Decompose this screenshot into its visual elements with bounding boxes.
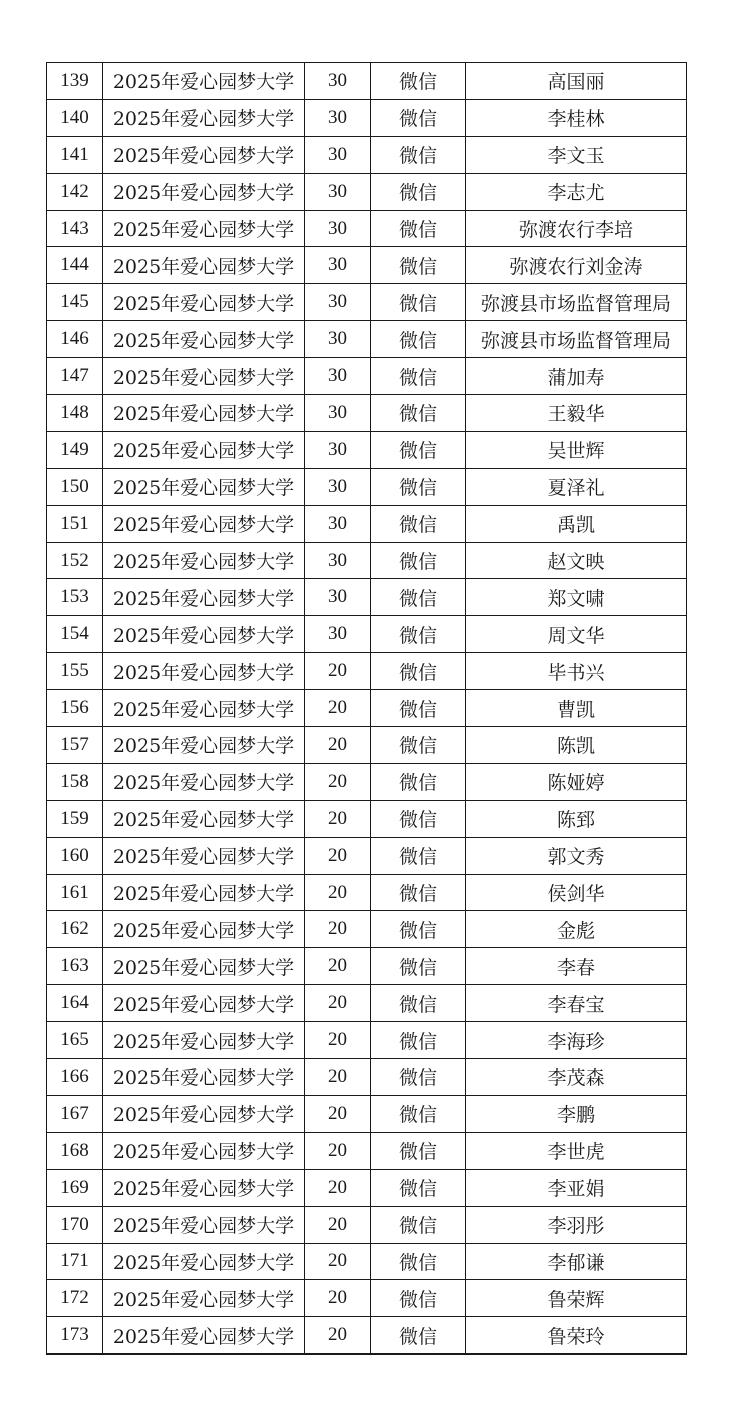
- payment-method-cell: 微信: [371, 210, 466, 247]
- table-row: [47, 800, 687, 837]
- row-number-cell: 144: [47, 247, 103, 284]
- donor-name-cell: 侯剑华: [466, 874, 687, 911]
- payment-method-cell: 微信: [371, 1132, 466, 1169]
- payment-method-cell: 微信: [371, 837, 466, 874]
- table-row: [47, 1206, 687, 1243]
- donor-name-cell: 夏泽礼: [466, 468, 687, 505]
- row-number-cell: 162: [47, 911, 103, 948]
- table-row: [47, 874, 687, 911]
- donor-name-cell: 王毅华: [466, 395, 687, 432]
- row-number-cell: 146: [47, 321, 103, 358]
- donation-amount-cell: 30: [305, 468, 371, 505]
- donation-amount-cell: 30: [305, 542, 371, 579]
- payment-method-cell: 微信: [371, 395, 466, 432]
- table-row: [47, 1022, 687, 1059]
- donation-amount-cell: 20: [305, 1169, 371, 1206]
- row-number-cell: 142: [47, 173, 103, 210]
- table-row: [47, 210, 687, 247]
- project-name-cell: 2025年爱心园梦大学: [103, 99, 305, 136]
- table-row: [47, 948, 687, 985]
- table-row: [47, 837, 687, 874]
- project-name-cell: 2025年爱心园梦大学: [103, 505, 305, 542]
- table-row: [47, 63, 687, 100]
- donor-name-cell: 李郁谦: [466, 1243, 687, 1280]
- donor-name-cell: 弥渡县市场监督管理局: [466, 284, 687, 321]
- payment-method-cell: 微信: [371, 136, 466, 173]
- project-name-cell: 2025年爱心园梦大学: [103, 653, 305, 690]
- payment-method-cell: 微信: [371, 1206, 466, 1243]
- donation-amount-cell: 30: [305, 616, 371, 653]
- donor-name-cell: 禹凯: [466, 505, 687, 542]
- payment-method-cell: 微信: [371, 911, 466, 948]
- payment-method-cell: 微信: [371, 321, 466, 358]
- project-name-cell: 2025年爱心园梦大学: [103, 1132, 305, 1169]
- payment-method-cell: 微信: [371, 1169, 466, 1206]
- donor-name-cell: 毕书兴: [466, 653, 687, 690]
- donation-amount-cell: 20: [305, 1022, 371, 1059]
- donor-name-cell: 李春宝: [466, 985, 687, 1022]
- row-number-cell: 156: [47, 690, 103, 727]
- table-row: [47, 505, 687, 542]
- project-name-cell: 2025年爱心园梦大学: [103, 431, 305, 468]
- project-name-cell: 2025年爱心园梦大学: [103, 395, 305, 432]
- row-number-cell: 147: [47, 358, 103, 395]
- payment-method-cell: 微信: [371, 948, 466, 985]
- payment-method-cell: 微信: [371, 1280, 466, 1317]
- payment-method-cell: 微信: [371, 1059, 466, 1096]
- project-name-cell: 2025年爱心园梦大学: [103, 358, 305, 395]
- project-name-cell: 2025年爱心园梦大学: [103, 1280, 305, 1317]
- donation-amount-cell: 20: [305, 727, 371, 764]
- table-row: [47, 579, 687, 616]
- donation-amount-cell: 20: [305, 763, 371, 800]
- project-name-cell: 2025年爱心园梦大学: [103, 1243, 305, 1280]
- row-number-cell: 172: [47, 1280, 103, 1317]
- donor-name-cell: 鲁荣玲: [466, 1317, 687, 1354]
- donor-name-cell: 郑文啸: [466, 579, 687, 616]
- payment-method-cell: 微信: [371, 690, 466, 727]
- donation-amount-cell: 20: [305, 1280, 371, 1317]
- donor-name-cell: 李文玉: [466, 136, 687, 173]
- row-number-cell: 167: [47, 1095, 103, 1132]
- table-row: [47, 321, 687, 358]
- donation-amount-cell: 30: [305, 99, 371, 136]
- project-name-cell: 2025年爱心园梦大学: [103, 136, 305, 173]
- donation-amount-cell: 30: [305, 431, 371, 468]
- donation-table-body: [47, 63, 687, 1355]
- payment-method-cell: 微信: [371, 985, 466, 1022]
- payment-method-cell: 微信: [371, 173, 466, 210]
- donation-amount-cell: 20: [305, 874, 371, 911]
- project-name-cell: 2025年爱心园梦大学: [103, 542, 305, 579]
- payment-method-cell: 微信: [371, 579, 466, 616]
- row-number-cell: 155: [47, 653, 103, 690]
- donor-name-cell: 李羽彤: [466, 1206, 687, 1243]
- row-number-cell: 168: [47, 1132, 103, 1169]
- row-number-cell: 139: [47, 63, 103, 100]
- row-number-cell: 153: [47, 579, 103, 616]
- donation-amount-cell: 20: [305, 1317, 371, 1354]
- project-name-cell: 2025年爱心园梦大学: [103, 690, 305, 727]
- row-number-cell: 160: [47, 837, 103, 874]
- donor-name-cell: 郭文秀: [466, 837, 687, 874]
- row-number-cell: 152: [47, 542, 103, 579]
- payment-method-cell: 微信: [371, 1022, 466, 1059]
- payment-method-cell: 微信: [371, 1317, 466, 1354]
- table-row: [47, 763, 687, 800]
- payment-method-cell: 微信: [371, 99, 466, 136]
- table-row: [47, 985, 687, 1022]
- payment-method-cell: 微信: [371, 63, 466, 100]
- payment-method-cell: 微信: [371, 358, 466, 395]
- project-name-cell: 2025年爱心园梦大学: [103, 911, 305, 948]
- project-name-cell: 2025年爱心园梦大学: [103, 1206, 305, 1243]
- table-row: [47, 690, 687, 727]
- row-number-cell: 161: [47, 874, 103, 911]
- table-row: [47, 1169, 687, 1206]
- row-number-cell: 164: [47, 985, 103, 1022]
- payment-method-cell: 微信: [371, 616, 466, 653]
- donation-amount-cell: 20: [305, 911, 371, 948]
- row-number-cell: 169: [47, 1169, 103, 1206]
- table-row: [47, 1243, 687, 1280]
- table-row: [47, 173, 687, 210]
- row-number-cell: 165: [47, 1022, 103, 1059]
- row-number-cell: 154: [47, 616, 103, 653]
- table-row: [47, 1059, 687, 1096]
- donation-amount-cell: 20: [305, 1206, 371, 1243]
- donor-name-cell: 李茂森: [466, 1059, 687, 1096]
- payment-method-cell: 微信: [371, 800, 466, 837]
- donation-amount-cell: 30: [305, 63, 371, 100]
- donation-table: [46, 62, 687, 1355]
- row-number-cell: 166: [47, 1059, 103, 1096]
- table-row: [47, 358, 687, 395]
- donor-name-cell: 蒲加寿: [466, 358, 687, 395]
- row-number-cell: 171: [47, 1243, 103, 1280]
- row-number-cell: 145: [47, 284, 103, 321]
- table-row: [47, 1317, 687, 1354]
- project-name-cell: 2025年爱心园梦大学: [103, 763, 305, 800]
- donation-amount-cell: 30: [305, 579, 371, 616]
- donor-name-cell: 李鹏: [466, 1095, 687, 1132]
- row-number-cell: 150: [47, 468, 103, 505]
- donor-name-cell: 赵文映: [466, 542, 687, 579]
- payment-method-cell: 微信: [371, 468, 466, 505]
- project-name-cell: 2025年爱心园梦大学: [103, 727, 305, 764]
- table-row: [47, 136, 687, 173]
- donor-name-cell: 曹凯: [466, 690, 687, 727]
- payment-method-cell: 微信: [371, 505, 466, 542]
- donor-name-cell: 陈凯: [466, 727, 687, 764]
- project-name-cell: 2025年爱心园梦大学: [103, 210, 305, 247]
- row-number-cell: 159: [47, 800, 103, 837]
- table-row: [47, 284, 687, 321]
- table-row: [47, 616, 687, 653]
- project-name-cell: 2025年爱心园梦大学: [103, 284, 305, 321]
- donation-amount-cell: 20: [305, 837, 371, 874]
- donation-amount-cell: 30: [305, 210, 371, 247]
- payment-method-cell: 微信: [371, 653, 466, 690]
- project-name-cell: 2025年爱心园梦大学: [103, 321, 305, 358]
- donation-amount-cell: 30: [305, 395, 371, 432]
- row-number-cell: 157: [47, 727, 103, 764]
- project-name-cell: 2025年爱心园梦大学: [103, 985, 305, 1022]
- project-name-cell: 2025年爱心园梦大学: [103, 837, 305, 874]
- donation-amount-cell: 30: [305, 358, 371, 395]
- donation-list-sheet: [46, 62, 686, 1355]
- donor-name-cell: 陈郅: [466, 800, 687, 837]
- donation-amount-cell: 30: [305, 321, 371, 358]
- donor-name-cell: 金彪: [466, 911, 687, 948]
- row-number-cell: 148: [47, 395, 103, 432]
- table-row: [47, 653, 687, 690]
- donor-name-cell: 吴世辉: [466, 431, 687, 468]
- project-name-cell: 2025年爱心园梦大学: [103, 874, 305, 911]
- project-name-cell: 2025年爱心园梦大学: [103, 800, 305, 837]
- donor-name-cell: 弥渡县市场监督管理局: [466, 321, 687, 358]
- payment-method-cell: 微信: [371, 1243, 466, 1280]
- table-row: [47, 247, 687, 284]
- project-name-cell: 2025年爱心园梦大学: [103, 468, 305, 505]
- donor-name-cell: 李志尤: [466, 173, 687, 210]
- payment-method-cell: 微信: [371, 284, 466, 321]
- row-number-cell: 170: [47, 1206, 103, 1243]
- table-row: [47, 1132, 687, 1169]
- donation-amount-cell: 20: [305, 690, 371, 727]
- row-number-cell: 151: [47, 505, 103, 542]
- donation-amount-cell: 20: [305, 948, 371, 985]
- row-number-cell: 143: [47, 210, 103, 247]
- row-number-cell: 149: [47, 431, 103, 468]
- project-name-cell: 2025年爱心园梦大学: [103, 1169, 305, 1206]
- row-number-cell: 141: [47, 136, 103, 173]
- row-number-cell: 163: [47, 948, 103, 985]
- row-number-cell: 140: [47, 99, 103, 136]
- donation-amount-cell: 30: [305, 136, 371, 173]
- donor-name-cell: 鲁荣辉: [466, 1280, 687, 1317]
- project-name-cell: 2025年爱心园梦大学: [103, 1317, 305, 1354]
- donor-name-cell: 周文华: [466, 616, 687, 653]
- donor-name-cell: 弥渡农行李培: [466, 210, 687, 247]
- donor-name-cell: 李世虎: [466, 1132, 687, 1169]
- row-number-cell: 158: [47, 763, 103, 800]
- donation-amount-cell: 30: [305, 173, 371, 210]
- donation-amount-cell: 30: [305, 284, 371, 321]
- project-name-cell: 2025年爱心园梦大学: [103, 247, 305, 284]
- donation-amount-cell: 20: [305, 1059, 371, 1096]
- payment-method-cell: 微信: [371, 874, 466, 911]
- donor-name-cell: 李海珍: [466, 1022, 687, 1059]
- project-name-cell: 2025年爱心园梦大学: [103, 63, 305, 100]
- payment-method-cell: 微信: [371, 542, 466, 579]
- payment-method-cell: 微信: [371, 247, 466, 284]
- donation-amount-cell: 30: [305, 505, 371, 542]
- table-row: [47, 431, 687, 468]
- donor-name-cell: 李亚娟: [466, 1169, 687, 1206]
- donor-name-cell: 高国丽: [466, 63, 687, 100]
- table-row: [47, 542, 687, 579]
- payment-method-cell: 微信: [371, 431, 466, 468]
- donor-name-cell: 弥渡农行刘金涛: [466, 247, 687, 284]
- table-row: [47, 911, 687, 948]
- donation-amount-cell: 20: [305, 1095, 371, 1132]
- project-name-cell: 2025年爱心园梦大学: [103, 1059, 305, 1096]
- donation-amount-cell: 20: [305, 1132, 371, 1169]
- project-name-cell: 2025年爱心园梦大学: [103, 1022, 305, 1059]
- donation-amount-cell: 20: [305, 653, 371, 690]
- table-row: [47, 468, 687, 505]
- payment-method-cell: 微信: [371, 763, 466, 800]
- donation-amount-cell: 20: [305, 985, 371, 1022]
- payment-method-cell: 微信: [371, 1095, 466, 1132]
- project-name-cell: 2025年爱心园梦大学: [103, 579, 305, 616]
- table-row: [47, 727, 687, 764]
- donor-name-cell: 陈娅婷: [466, 763, 687, 800]
- donation-amount-cell: 30: [305, 247, 371, 284]
- donor-name-cell: 李春: [466, 948, 687, 985]
- row-number-cell: 173: [47, 1317, 103, 1354]
- table-row: [47, 1280, 687, 1317]
- donation-amount-cell: 20: [305, 800, 371, 837]
- payment-method-cell: 微信: [371, 727, 466, 764]
- project-name-cell: 2025年爱心园梦大学: [103, 948, 305, 985]
- project-name-cell: 2025年爱心园梦大学: [103, 1095, 305, 1132]
- table-row: [47, 1095, 687, 1132]
- project-name-cell: 2025年爱心园梦大学: [103, 616, 305, 653]
- project-name-cell: 2025年爱心园梦大学: [103, 173, 305, 210]
- table-row: [47, 395, 687, 432]
- donor-name-cell: 李桂林: [466, 99, 687, 136]
- table-row: [47, 99, 687, 136]
- donation-amount-cell: 20: [305, 1243, 371, 1280]
